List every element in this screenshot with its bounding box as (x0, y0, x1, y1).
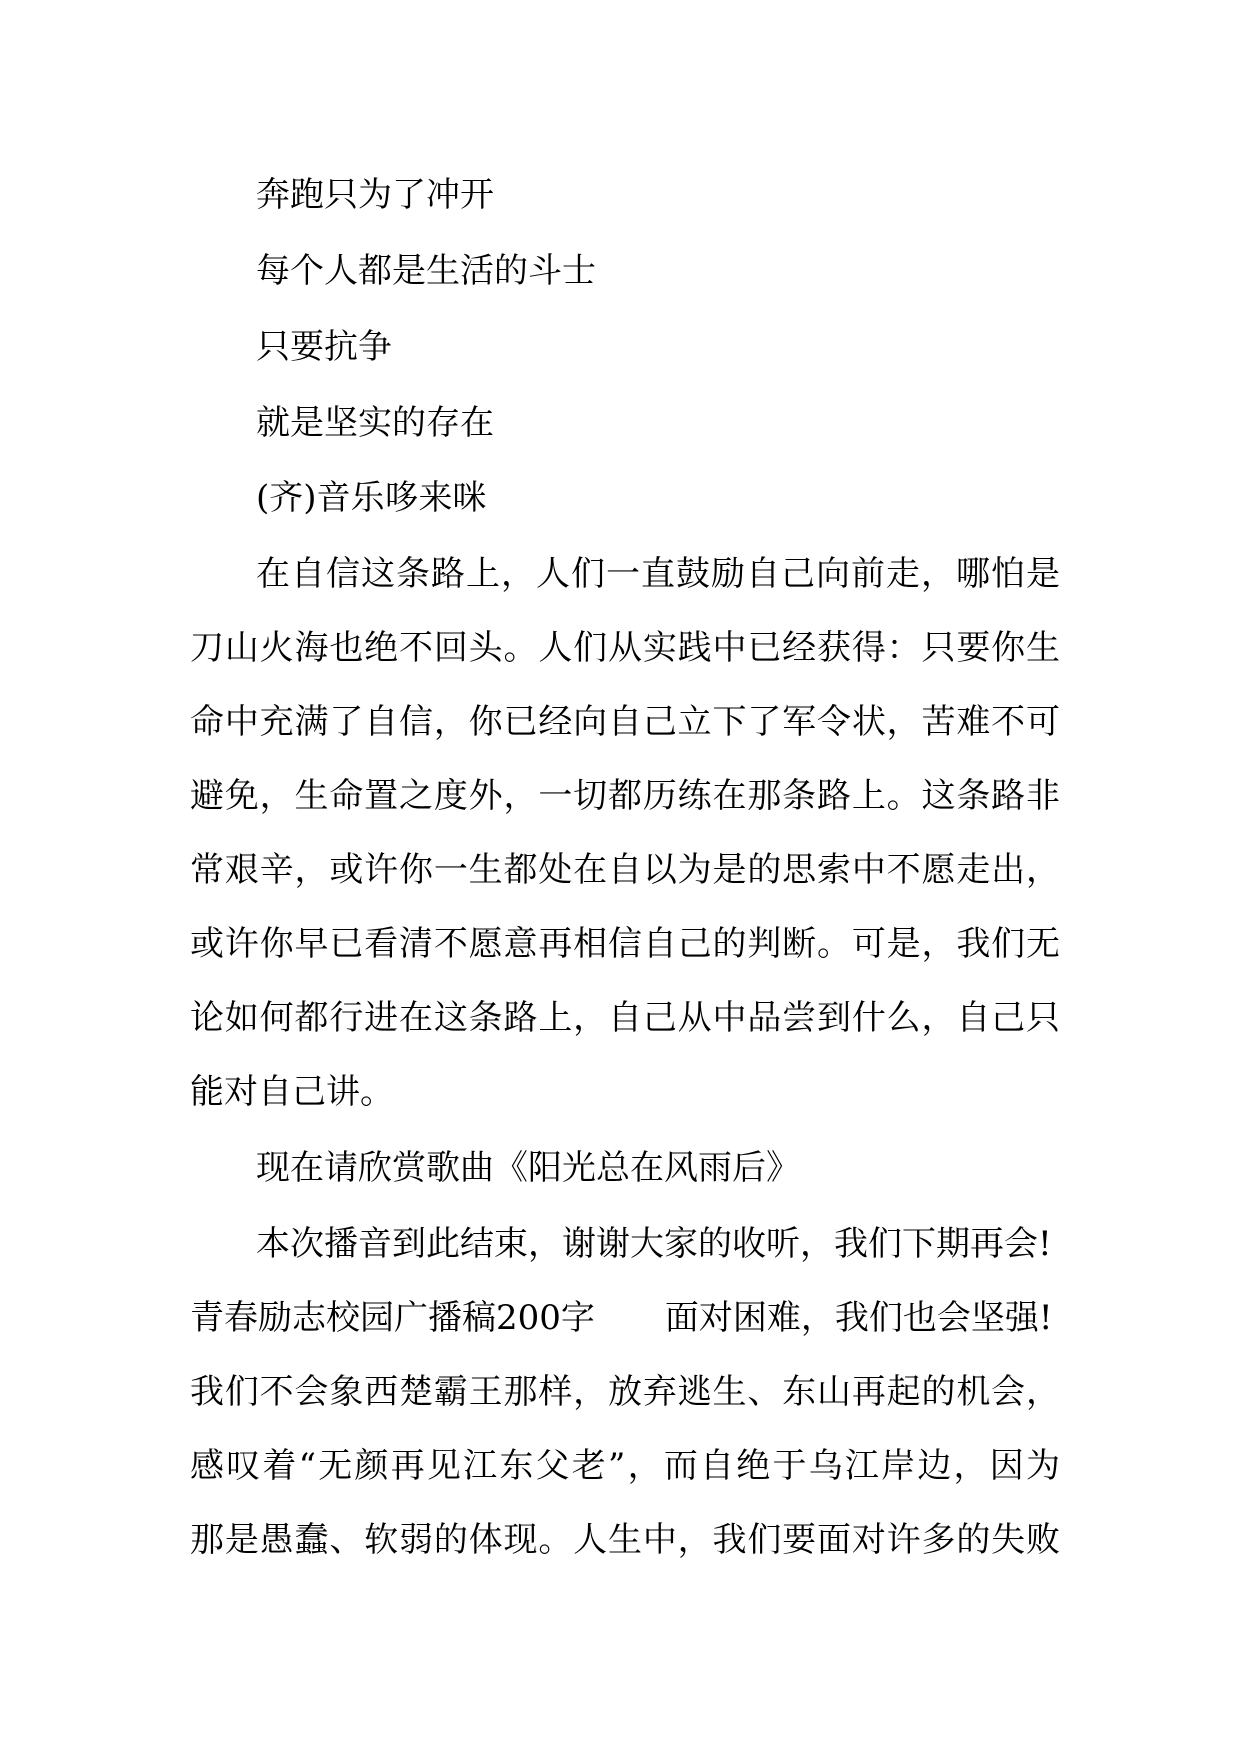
poem-line: (齐)音乐哆来咪 (256, 478, 487, 518)
paragraph-line: 我们不会象西楚霸王那样，放弃逃生、东山再起的机会， (190, 1372, 1060, 1412)
poem-line: 每个人都是生活的斗士 (256, 251, 596, 291)
paragraph-line: 论如何都行进在这条路上，自己从中品尝到什么，自己只 (190, 998, 1060, 1038)
paragraph-line: 命中充满了自信，你已经向自己立下了军令状，苦难不可 (190, 702, 1060, 742)
paragraph-line: 那是愚蠢、软弱的体现。人生中，我们要面对许多的失败 (190, 1520, 1060, 1560)
poem-line: 奔跑只为了冲开 (256, 175, 494, 215)
poem-line: 只要抗争 (256, 327, 392, 367)
paragraph-line: 或许你早已看清不愿意再相信自己的判断。可是，我们无 (190, 924, 1060, 964)
paragraph-line: 能对自己讲。 (190, 1072, 394, 1112)
paragraph-line: 感叹着“无颜再见江东父老”，而自绝于乌江岸边，因为 (190, 1446, 1060, 1486)
paragraph-line: 在自信这条路上，人们一直鼓励自己向前走，哪怕是 (256, 554, 1060, 594)
poem-line: 就是坚实的存在 (256, 403, 494, 443)
song-intro: 现在请欣赏歌曲《阳光总在风雨后》 (256, 1148, 800, 1188)
section-opening: 面对困难，我们也会坚强! (664, 1298, 1053, 1338)
paragraph-line: 常艰辛，或许你一生都处在自以为是的思索中不愿走出， (190, 850, 1060, 890)
section-title-line (190, 1298, 1060, 1338)
paragraph-line: 避免，生命置之度外，一切都历练在那条路上。这条路非 (190, 776, 1060, 816)
paragraph-line: 刀山火海也绝不回头。人们从实践中已经获得：只要你生 (190, 628, 1060, 668)
section-title: 青春励志校园广播稿200字 (190, 1298, 595, 1338)
closing-line: 本次播音到此结束，谢谢大家的收听，我们下期再会! (256, 1224, 1052, 1264)
